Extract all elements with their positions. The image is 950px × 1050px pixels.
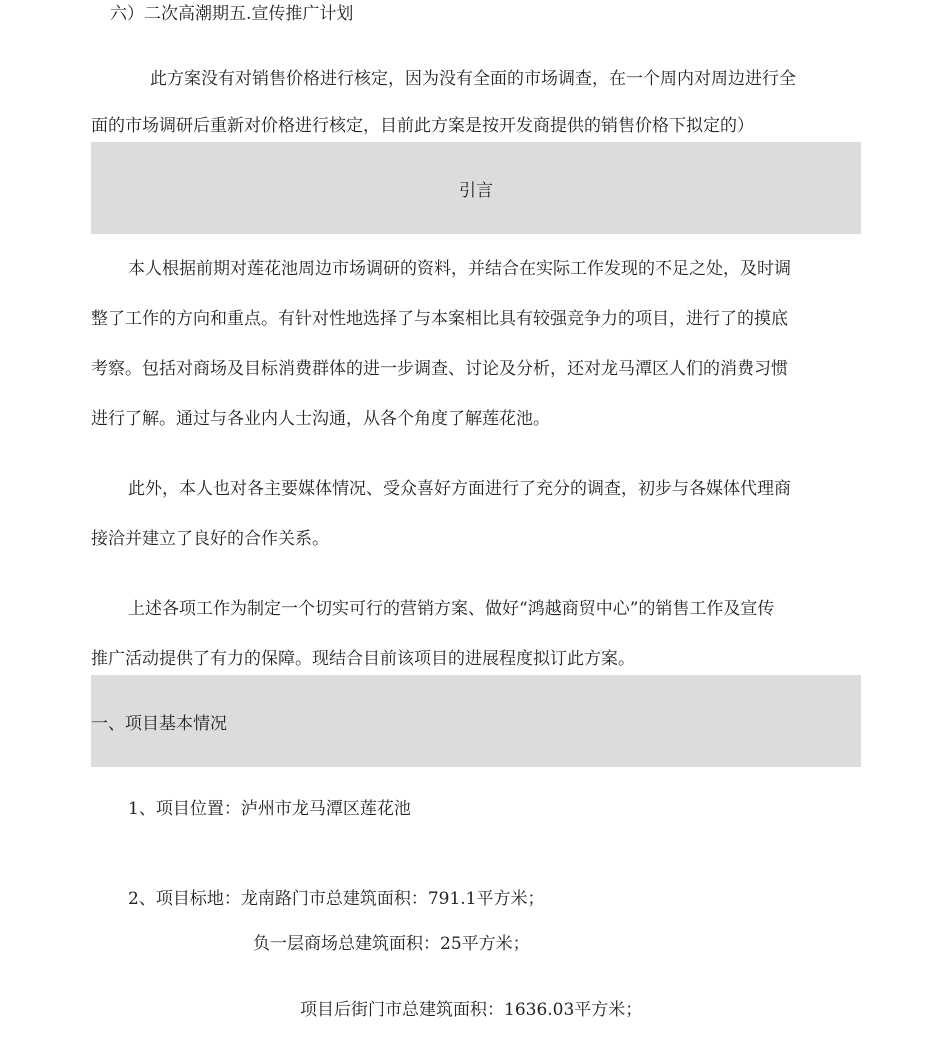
intro-p2-line-2: 接洽并建立了良好的合作关系。 <box>91 529 329 549</box>
intro-p1-line-2: 整了工作的方向和重点。有针对性地选择了与本案相比具有较强竞争力的项目，进行了的摸底 <box>91 309 788 329</box>
project-back-street: 项目后街门市总建筑面积：1636.03平方米； <box>300 1000 643 1020</box>
note-line-2: 面的市场调研后重新对价格进行核定，目前此方案是按开发商提供的销售价格下拟定的） <box>91 116 754 136</box>
intro-p3-line-2: 推广活动提供了有力的保障。现结合目前该项目的进展程度拟订此方案。 <box>91 649 635 669</box>
intro-p3-line-1: 上述各项工作为制定一个切实可行的营销方案、做好“鸿越商贸中心”的销售工作及宣传 <box>128 599 775 619</box>
section-heading-band <box>91 675 861 767</box>
intro-p1-line-3: 考察。包括对商场及目标消费群体的进一步调查、讨论及分析，还对龙马潭区人们的消费习惯 <box>91 359 788 379</box>
project-basement: 负一层商场总建筑面积：25平方米； <box>253 934 530 954</box>
intro-heading-band <box>91 142 861 234</box>
note-line-1: 此方案没有对销售价格进行核定，因为没有全面的市场调查，在一个周内对周边进行全 <box>150 69 796 89</box>
project-land: 2、项目标地：龙南路门市总建筑面积：791.1平方米； <box>128 889 545 909</box>
top-heading: 六）二次高潮期五.宣传推广计划 <box>110 4 354 24</box>
section-heading: 一、项目基本情况 <box>91 713 227 734</box>
intro-p1-line-1: 本人根据前期对莲花池周边市场调研的资料，并结合在实际工作发现的不足之处，及时调 <box>128 259 791 279</box>
intro-p2-line-1: 此外，本人也对各主要媒体情况、受众喜好方面进行了充分的调查，初步与各媒体代理商 <box>128 479 791 499</box>
intro-heading: 引言 <box>459 180 493 201</box>
intro-p1-line-4: 进行了解。通过与各业内人士沟通，从各个角度了解莲花池。 <box>91 409 550 429</box>
project-location: 1、项目位置：泸州市龙马潭区莲花池 <box>128 799 411 819</box>
